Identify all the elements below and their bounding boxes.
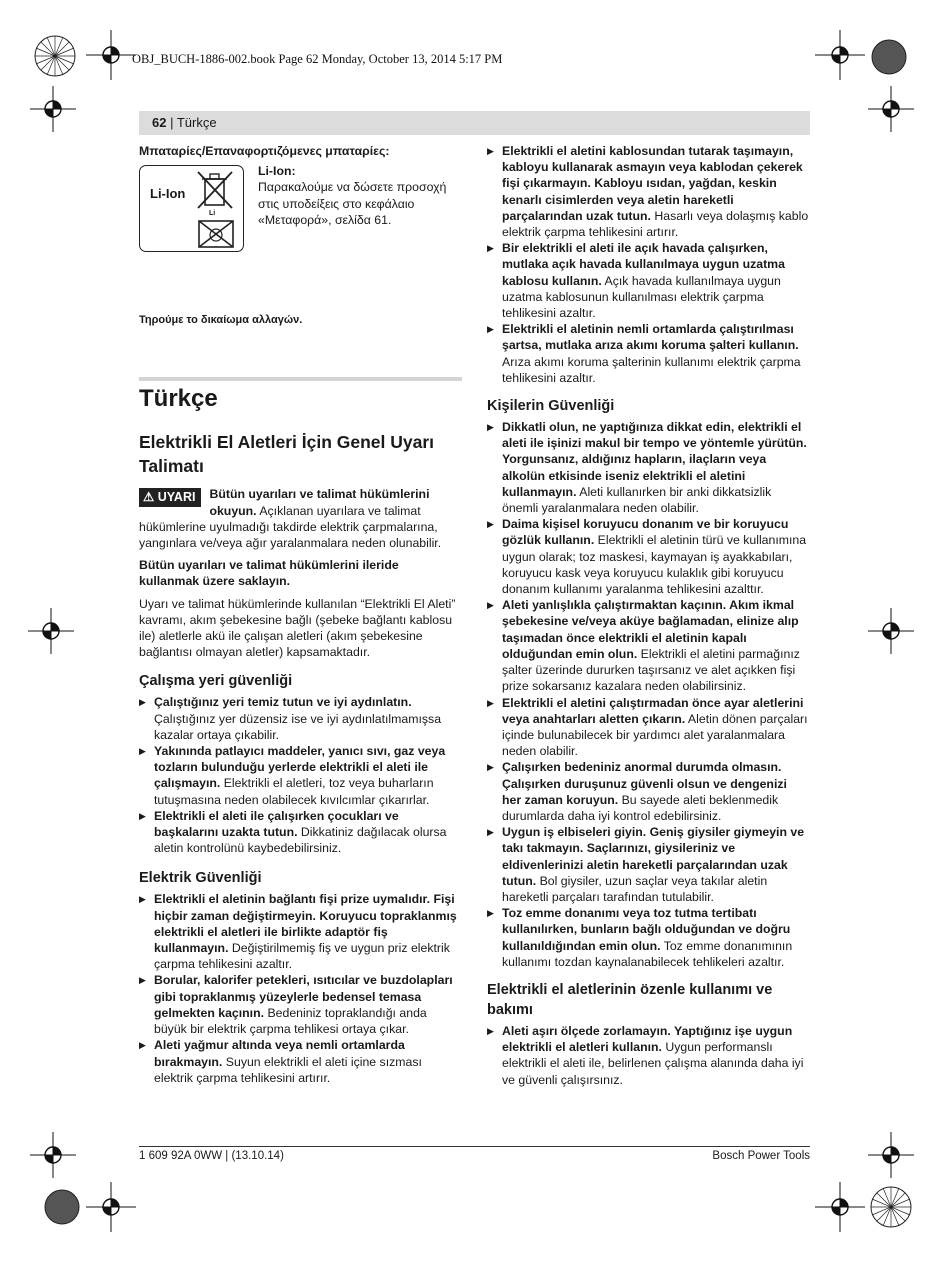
liion-title: Li-Ion: bbox=[258, 164, 296, 179]
registration-mark-left-mid-top bbox=[30, 86, 76, 132]
list-item: ▶ Elektrikli el aletini kablosundan tutarak taşımayın, kabloyu kullanarak asmayın veya kablodan çekerek fişi çıkarmayın. Kabloyu ısıdan, yağdan, keskin kenarlı cisimlerden veya aletin hareketli parçalarından uzak tutun. Hasarlı veya dolaşmış kablo elektrik çarpma tehlikesini artırır. bbox=[487, 143, 809, 240]
liion-text: Παρακαλούμε να δώσετε προσοχή στις υποδείξεις στο κεφάλαιο «Μεταφορά», σελίδα 61. bbox=[258, 180, 447, 227]
section-title-personal-safety: Kişilerin Güvenliği bbox=[487, 398, 615, 415]
list-item: ▶ Toz emme donanımı veya toz tutma tertibatı kullanılırken, bunların bağlı olduğundan ve doğru kullanıldığından emin olun. Toz emme donanımının kullanımı tozdan kaynalanabilecek tehlikeleri azaltır. bbox=[487, 905, 809, 970]
print-header: OBJ_BUCH-1886-002.book Page 62 Monday, October 13, 2014 5:17 PM bbox=[132, 52, 503, 66]
main-title: Elektrikli El Aletleri İçin Genel Uyarı Talimatı bbox=[139, 432, 435, 477]
registration-mark-top-right-gray bbox=[869, 37, 909, 77]
list-item: ▶ Uygun iş elbiseleri giyin. Geniş giysiler giymeyin ve takı takmayın. Saçlarınızı, giysileriniz ve eldivenlerinizi aletin hareketli parçalarından uzak tutun. Bol giysiler, uzun saçlar veya takılar aletin hareketli parçaları tarafından tutulabilir. bbox=[487, 824, 809, 905]
crossed-bin-icon bbox=[196, 170, 236, 210]
warning-text: Açıklanan uyarılara ve talimat hükümlerine uyulmadığı takdirde elektrik çarpmalarına, yangınlara ve/veya ağır yaralanmalara neden olunabilir. bbox=[139, 503, 442, 551]
list-item: ▶ Dikkatli olun, ne yaptığınıza dikkat edin, elektrikli el aleti ile işinizi makul bir tempo ve yöntemle yürütün. Yorgunsanız, aldığınız hapların, ilaçların veya alkolün etkisinde iseniz elektrikli el aletini kullanmayın. Aleti kullanırken bir anki dikkatsizlik önemli yaralanmalara neden olabilir. bbox=[487, 419, 809, 516]
footer-document-code: 1 609 92A 0WW | (13.10.14) bbox=[139, 1150, 284, 1162]
definition-paragraph: Uyarı ve talimat hükümlerinde kullanılan “Elektrikli El Aleti” kavramı, akım şebekesine bağlı (şebeke bağlantı kablosu ile) aletlerle akü ile çalışan aletleri (akım şebekesine bağlantısı olmayan aletler) kapsamaktadır. bbox=[139, 596, 456, 660]
liion-symbol-box bbox=[139, 165, 244, 252]
warning-badge-label: UYARI bbox=[157, 490, 196, 505]
section-divider bbox=[139, 377, 462, 381]
registration-mark-bottom-left-cross bbox=[86, 1182, 136, 1232]
list-item: ▶ Borular, kalorifer petekleri, ısıtıcılar ve buzdolapları gibi topraklanmış yüzeylerle bedensel temasa gelmekten kaçının. Bedeniniz topraklandığı anda büyük bir elektrik çarpma tehlikesi ortaya çıkar. bbox=[139, 972, 462, 1037]
registration-mark-bottom-left-gray bbox=[42, 1187, 82, 1227]
list-item: ▶ Çalışırken bedeniniz anormal durumda olmasın. Çalışırken duruşunuz güvenli olsun ve dengenizi her zaman koruyun. Bu sayede aleti beklenmedik durumlarda daha iyi kontrol edebilirsiniz. bbox=[487, 759, 809, 824]
registration-mark-bottom-right-cross bbox=[815, 1182, 865, 1232]
warning-badge bbox=[139, 488, 201, 507]
registration-mark-right-middle bbox=[868, 608, 914, 654]
list-item: ▶ Elektrikli el aletinin nemli ortamlarda çalıştırılması şartsa, mutlaka arıza akımı koruma şalteri kullanın. Arıza akımı koruma şalterinin kullanımı elektrik çarpma tehlikesini azaltır. bbox=[487, 321, 809, 386]
registration-mark-right-bottom bbox=[868, 1132, 914, 1178]
footer-brand: Bosch Power Tools bbox=[712, 1150, 810, 1162]
list-item: ▶ Elektrikli el aletini çalıştırmadan önce ayar aletlerini veya anahtarları aletten çıkarın. Aletin dönen parçaları içinde bulunabilecek bir yardımcı alet yaralanmalara neden olabilir. bbox=[487, 695, 809, 760]
right-column bbox=[487, 143, 809, 1088]
greek-rights-note: Τηρούμε το δικαίωμα αλλαγών. bbox=[139, 314, 303, 327]
registration-mark-left-middle bbox=[28, 608, 74, 654]
list-item: ▶ Bir elektrikli el aleti ile açık havada çalışırken, mutlaka açık havada kullanılmaya uygun uzatma kablosu kullanın. Açık havada kullanılmaya uygun uzatma kablosunun kullanılması elektrik çarpma tehlikesini azaltır. bbox=[487, 240, 809, 321]
section-title-workplace: Çalışma yeri güvenliği bbox=[139, 673, 293, 690]
list-item: ▶ Yakınında patlayıcı maddeler, yanıcı sıvı, gaz veya tozların bulunduğu yerlerde elektrikli el aleti ile çalışmayın. Elektrikli el aletleri, toz veya buharların tutuşmasına neden olabilecek kıvılcımlar çıkarırlar. bbox=[139, 743, 462, 808]
registration-mark-top-left-cross bbox=[86, 30, 136, 80]
list-item: ▶ Aleti yanlışlıkla çalıştırmaktan kaçının. Akım ikmal şebekesine ve/veya aküye bağlamadan, elinize alıp taşımadan önce elektrikli el aletinin kapalı olduğundan emin olun. Elektrikli el aletini parmağınız şalter üzerinde dururken taşırsanız ve alet açıkken fişi prize sokarsanız kazalara neden olabilirsiniz. bbox=[487, 597, 809, 694]
list-item: ▶ Çalıştığınız yeri temiz tutun ve iyi aydınlatın. Çalıştığınız yer düzensiz ise ve iyi aydınlatılmamışsa kazalar ortaya çıkabilir. bbox=[139, 694, 462, 743]
registration-mark-left-bottom bbox=[30, 1132, 76, 1178]
page-footer bbox=[139, 1146, 810, 1162]
list-item: ▶ Elektrikli el aletinin bağlantı fişi prize uymalıdır. Fişi hiçbir zaman değiştirmeyin. Koruyucu topraklanmış elektrikli el aletleri ile birlikte adaptör fiş kullanmayın. Değiştirilmemiş fiş ve uygun priz elektrik çarpma tehlikesini azaltır. bbox=[139, 891, 462, 972]
page-language: Türkçe bbox=[176, 115, 217, 130]
registration-mark-top-right-cross bbox=[815, 30, 865, 80]
left-column bbox=[139, 143, 462, 1086]
page-header-band: 62 | Türkçe bbox=[139, 111, 810, 135]
language-title: Türkçe bbox=[139, 385, 218, 413]
registration-mark-top-left bbox=[32, 33, 78, 79]
greek-batteries-heading: Μπαταρίες/Επαναφορτιζόμενες μπαταρίες: bbox=[139, 144, 390, 158]
list-item: ▶ Aleti yağmur altında veya nemli ortamlarda bırakmayın. Suyun elektrikli el aleti içine sızması elektrik çarpma tehlikesini artırır. bbox=[139, 1037, 462, 1086]
battery-crossed-icon bbox=[196, 218, 236, 250]
warning-bold: Bütün uyarıları ve talimat hükümlerini okuyun. bbox=[209, 487, 430, 518]
registration-mark-bottom-right bbox=[868, 1184, 914, 1230]
section-title-tool-care: Elektrikli el aletlerinin özenle kullanımı ve bakımı bbox=[487, 981, 773, 1018]
warning-paragraph bbox=[139, 486, 462, 551]
keep-instructions: Bütün uyarıları ve talimat hükümlerini ileride kullanmak üzere saklayın. bbox=[139, 558, 399, 589]
list-item: ▶ Aleti aşırı ölçede zorlamayın. Yaptığınız işe uygun elektrikli el aletleri kullanın. Uygun performanslı elektrikli el aleti ile, belirlenen çalışma alanında daha iyi ve güvenli çalışırsınız. bbox=[487, 1023, 809, 1088]
list-item: ▶ Elektrikli el aleti ile çalışırken çocukları ve başkalarını uzakta tutun. Dikkatiniz dağılacak olursa aletin kontrolünü kaybedebilirsiniz. bbox=[139, 808, 462, 857]
warning-triangle-icon: ⚠ bbox=[143, 490, 155, 505]
liion-block bbox=[139, 159, 462, 279]
liion-symbol-label: Li-Ion bbox=[150, 186, 186, 202]
page-number: 62 bbox=[152, 115, 167, 130]
liion-note bbox=[258, 163, 468, 228]
list-item: ▶ Daima kişisel koruyucu donanım ve bir koruyucu gözlük kullanın. Elektrikli el aletinin türü ve kullanımına uygun olarak; toz maskesi, kaymayan iş ayakkabıları, koruyucu kask veya koruyucu kulaklık gibi koruyucu donanım kullanımı yaralanma tehlikesini azalttır. bbox=[487, 516, 809, 597]
section-title-electrical: Elektrik Güvenliği bbox=[139, 870, 262, 887]
registration-mark-right-mid-top bbox=[868, 86, 914, 132]
liion-small-label: Li bbox=[209, 210, 216, 218]
